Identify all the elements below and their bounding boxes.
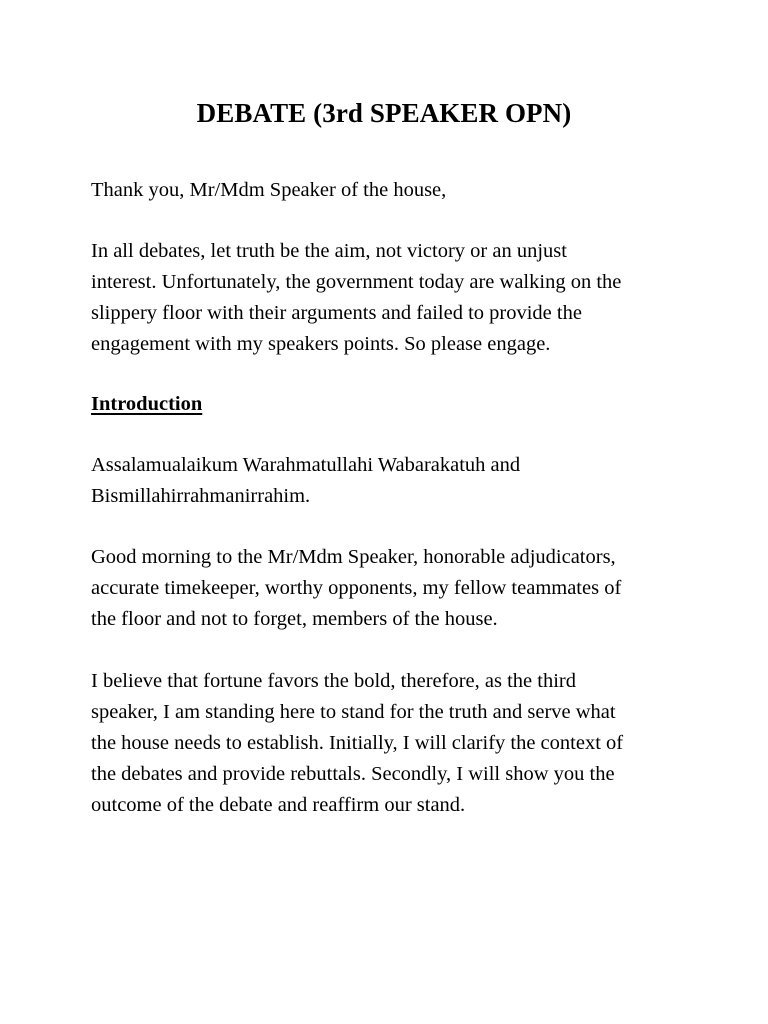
salutation-line-1: Assalamualaikum Warahmatullahi Wabarakatuh and (91, 454, 521, 476)
introduction-heading-paragraph (91, 389, 691, 420)
good-morning-paragraph (91, 542, 691, 635)
good-morning-line-1: Good morning to the Mr/Mdm Speaker, honorable adjudicators, (91, 546, 616, 568)
opening-paragraph (91, 236, 691, 360)
opening-line-1: In all debates, let truth be the aim, not victory or an unjust (91, 240, 567, 262)
belief-line-2: speaker, I am standing here to stand for the truth and serve what (91, 701, 616, 723)
belief-line-4: the debates and provide rebuttals. Secondly, I will show you the (91, 763, 615, 785)
salutation-paragraph (91, 450, 691, 512)
belief-line-3: the house needs to establish. Initially, I will clarify the context of (91, 732, 624, 754)
opening-line-4: engagement with my speakers points. So please engage. (91, 333, 551, 355)
good-morning-line-2: accurate timekeeper, worthy opponents, my fellow teammates of (91, 577, 622, 599)
belief-line-1: I believe that fortune favors the bold, therefore, as the third (91, 670, 576, 692)
greeting-paragraph (91, 175, 691, 206)
belief-line-5: outcome of the debate and reaffirm our stand. (91, 794, 466, 816)
greeting-line: Thank you, Mr/Mdm Speaker of the house, (91, 179, 447, 201)
introduction-heading: Introduction (91, 393, 203, 415)
salutation-line-2: Bismillahirrahmanirrahim. (91, 485, 311, 507)
document-title: DEBATE (3rd SPEAKER OPN) (196, 98, 572, 128)
opening-line-3: slippery floor with their arguments and failed to provide the (91, 302, 582, 324)
good-morning-line-3: the floor and not to forget, members of the house. (91, 608, 498, 630)
belief-paragraph (91, 666, 691, 821)
opening-line-2: interest. Unfortunately, the government today are walking on the (91, 271, 622, 293)
